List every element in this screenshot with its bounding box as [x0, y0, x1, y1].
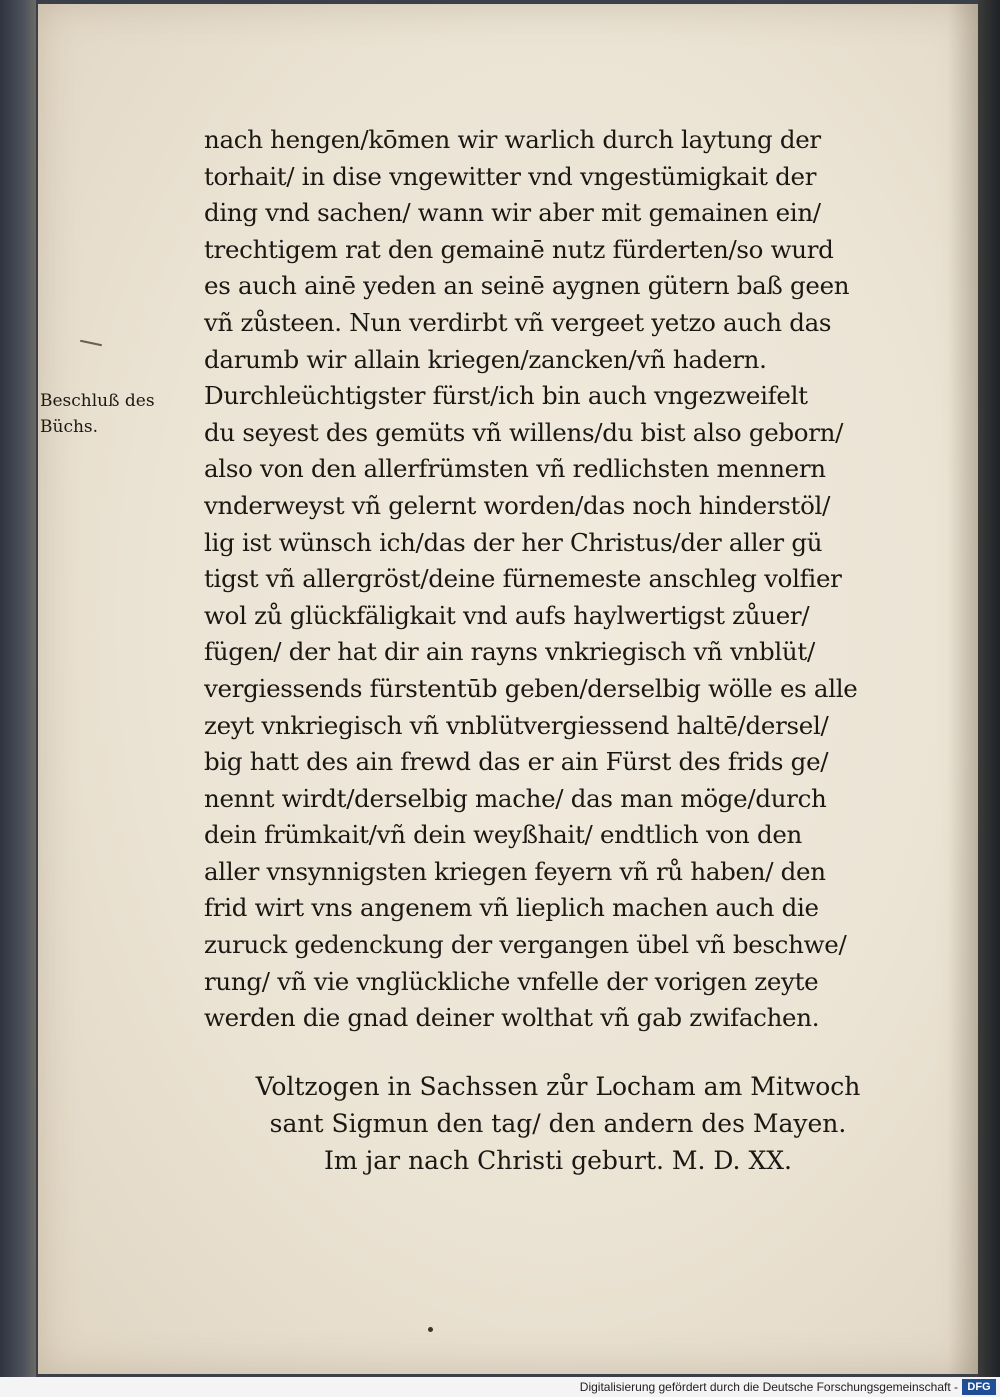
text-line: rung/ vñ vie vnglückliche vnfelle der vorigen zeyte — [204, 966, 819, 996]
text-line: trechtigem rat den gemainē nutz fürderten/so wurd — [204, 234, 834, 264]
text-line: werden die gnad deiner wolthat vñ gab zwifachen. — [204, 1003, 820, 1033]
text-line: vergiessends fürstentūb geben/derselbig wölle es alle — [204, 673, 858, 703]
marginal-note-line: Beschluß des — [40, 391, 155, 411]
marginal-note-line: Büchs. — [40, 417, 99, 437]
text-line: torhait/ in dise vngewitter vnd vngestümigkait der — [204, 161, 817, 191]
footer-bar — [0, 1377, 1000, 1397]
text-line: wol zů glückfäligkait vnd aufs haylwertigst zůuer/ — [204, 600, 810, 630]
text-line: tigst vñ allergröst/deine fürnemeste anschleg volfier — [204, 564, 842, 594]
text-line: vñ zůsteen. Nun verdirbt vñ vergeet yetzo auch das — [204, 307, 832, 337]
dfg-logo: DFG — [962, 1379, 996, 1395]
text-line: ding vnd sachen/ wann wir aber mit gemainen ein/ — [204, 198, 821, 228]
colophon-line: Im jar nach Christi geburt. M. D. XX. — [323, 1146, 792, 1175]
colophon-line: Voltzogen in Sachssen zůr Locham am Mitwoch — [255, 1072, 861, 1101]
body-text — [204, 122, 922, 1037]
text-line: also von den allerfrümsten vñ redlichsten mennern — [204, 454, 826, 484]
page-speck — [428, 1327, 433, 1332]
text-line: darumb wir allain kriegen/zancken/vñ hadern. — [204, 344, 767, 374]
text-line: nennt wirdt/derselbig mache/ das man möge/durch — [204, 783, 827, 813]
page-edge-shadow — [948, 4, 978, 1374]
text-line: big hatt des ain frewd das er ain Fürst des frids ge/ — [204, 747, 829, 777]
text-line: zeyt vnkriegisch vñ vnblütvergiessend haltē/dersel/ — [204, 710, 829, 740]
funding-credit: Digitalisierung gefördert durch die Deutsche Forschungsgemeinschaft - — [579, 1380, 958, 1394]
text-line: Durchleüchtigster fürst/ich bin auch vngezweifelt — [204, 381, 808, 411]
text-line: zuruck gedenckung der vergangen übel vñ beschwe/ — [204, 930, 847, 960]
colophon-line: sant Sigmun den tag/ den andern des Mayen. — [269, 1109, 847, 1138]
colophon — [198, 1068, 918, 1179]
text-line: es auch ainē yeden an seinē aygnen gütern baß geen — [204, 271, 850, 301]
text-line: fügen/ der hat dir ain rayns vnkriegisch vñ vnblüt/ — [204, 637, 815, 667]
book-page — [38, 4, 978, 1374]
marginal-note — [40, 388, 180, 440]
text-line: frid wirt vns angenem vñ lieplich machen auch die — [204, 893, 819, 923]
scan-frame-left — [0, 0, 36, 1397]
text-line: aller vnsynnigsten kriegen feyern vñ rů haben/ den — [204, 856, 826, 886]
text-line: du seyest des gemüts vñ willens/du bist also geborn/ — [204, 417, 844, 447]
text-line: dein frümkait/vñ dein weyßhait/ endtlich von den — [204, 820, 803, 850]
text-line: nach hengen/kōmen wir warlich durch laytung der — [204, 125, 821, 154]
text-line: lig ist wünsch ich/das der her Christus/der aller gü — [204, 527, 823, 557]
text-line: vnderweyst vñ gelernt worden/das noch hinderstöl/ — [204, 490, 831, 520]
scan-frame-right — [978, 0, 1000, 1397]
